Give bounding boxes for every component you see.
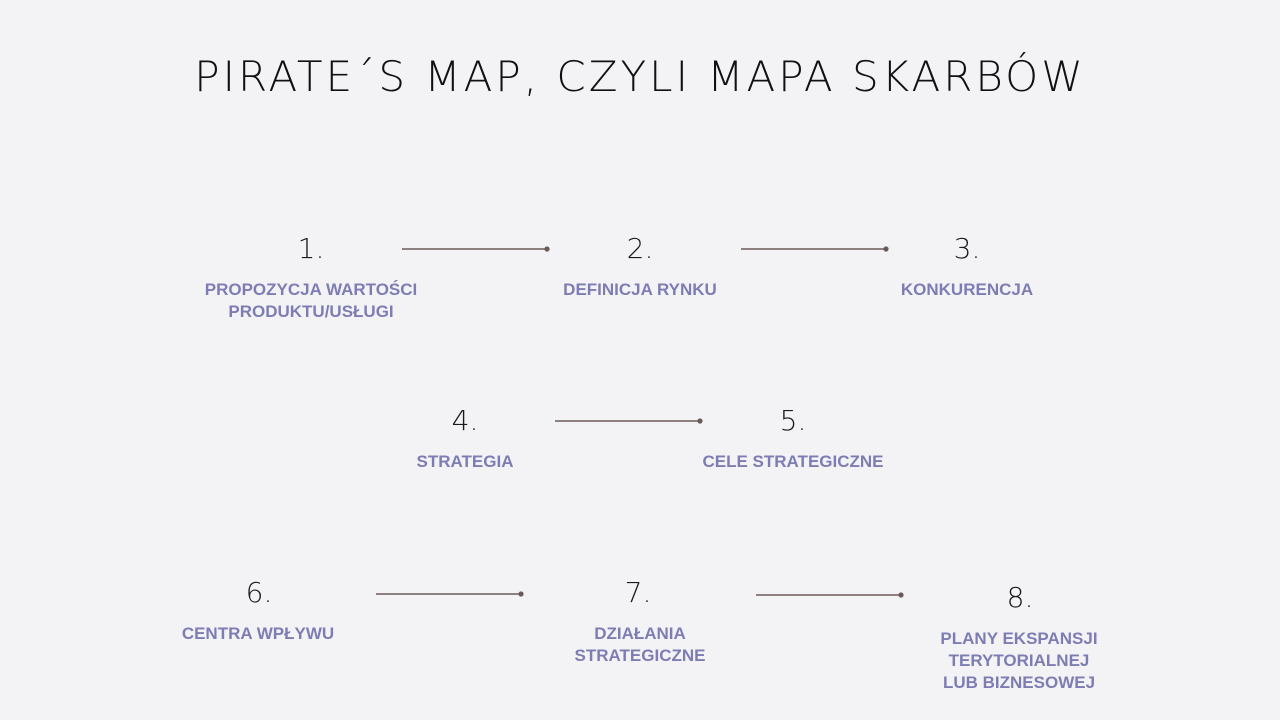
- page-title: PIRATE´S MAP, CZYLI MAPA SKARBÓW: [194, 52, 1086, 101]
- step-1-label: PROPOZYCJA WARTOŚCI PRODUKTU/USŁUGI: [204, 280, 418, 321]
- step-4-label: STRATEGIA: [416, 452, 514, 471]
- connector-1-2: [402, 246, 550, 251]
- step-6-label: CENTRA WPŁYWU: [181, 624, 335, 643]
- step-8-number: 8.: [1006, 581, 1034, 614]
- step-3-number: 3.: [953, 232, 981, 265]
- step-1-number: 1.: [297, 232, 325, 265]
- step-2-label: DEFINICJA RYNKU: [563, 280, 717, 299]
- step-2-number: 2.: [626, 232, 654, 265]
- connector-6-7: [376, 591, 524, 596]
- step-4-number: 4.: [451, 404, 479, 437]
- step-6-number: 6.: [245, 576, 273, 609]
- step-3-label: KONKURENCJA: [900, 280, 1034, 299]
- step-5-number: 5.: [779, 404, 807, 437]
- connector-4-5: [555, 418, 703, 423]
- step-8-label: PLANY EKSPANSJI TERYTORIALNEJ LUB BIZNESOWEJ: [940, 629, 1098, 692]
- connector-2-3: [741, 246, 889, 251]
- step-7-number: 7.: [624, 576, 652, 609]
- connector-7-8: [756, 592, 904, 597]
- step-7-label: DZIAŁANIA STRATEGICZNE: [574, 624, 706, 665]
- step-5-label: CELE STRATEGICZNE: [702, 452, 884, 471]
